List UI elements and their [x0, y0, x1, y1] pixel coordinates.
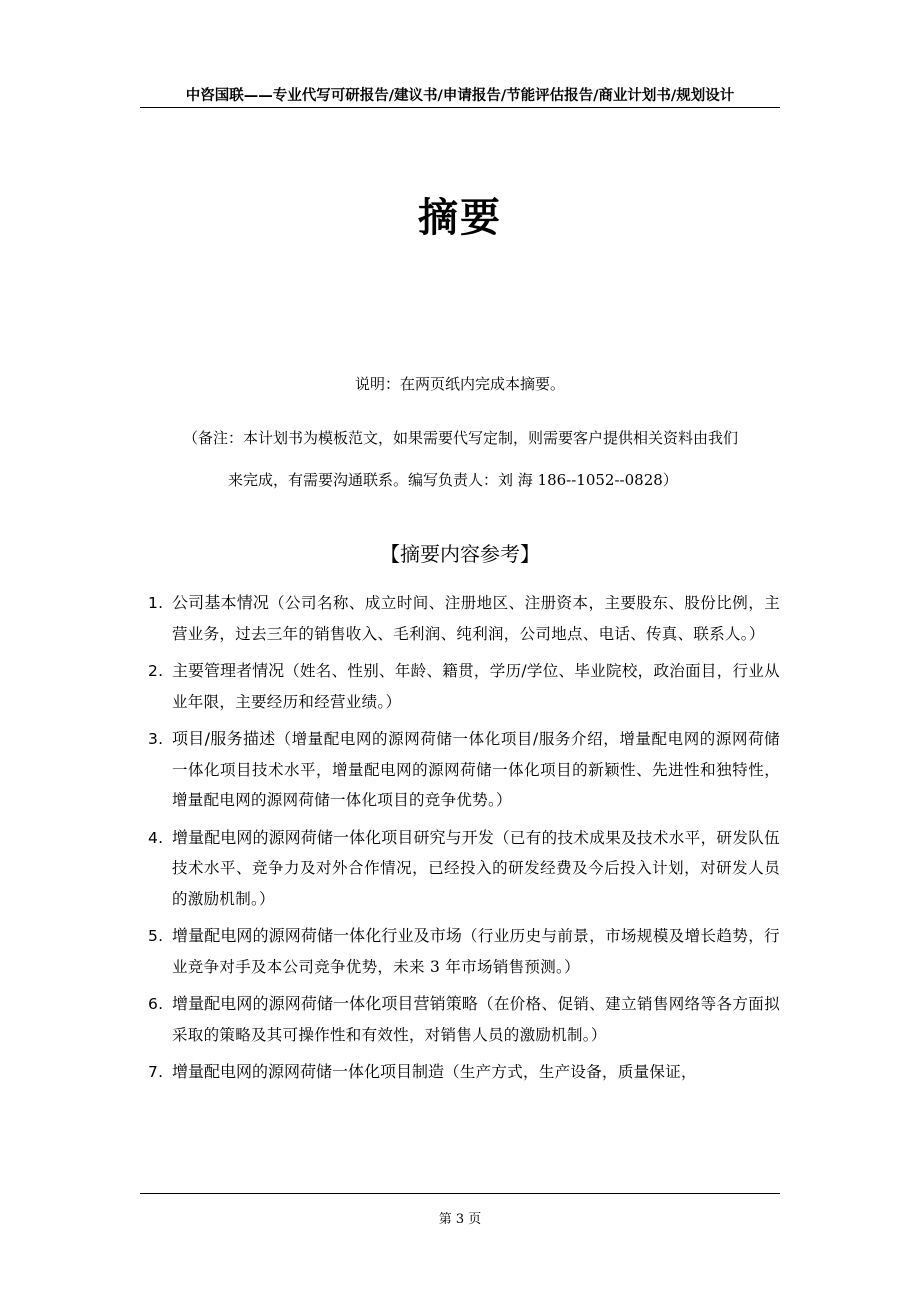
item-body: （姓名、性别、年龄、籍贯，学历/学位、毕业院校，政治面目，行业从业年限，主要经历和经营业绩。） [172, 662, 780, 711]
item-number: 3. [148, 730, 164, 748]
item-heading: 增量配电网的源网荷储一体化行业及市场 [172, 926, 462, 945]
item-body: （已有的技术成果及技术水平，研发队伍技术水平、竞争力及对外合作情况，已经投入的研发经费及今后投入计划，对研发人员的激励机制。） [172, 828, 780, 908]
section-title: 【摘要内容参考】 [380, 542, 540, 566]
note-line-2: 来完成，有需要沟通联系。编写负责人：刘 海 186--1052--0828） [228, 471, 678, 489]
item-heading: 增量配电网的源网荷储一体化项目制造 [172, 1062, 445, 1081]
item-heading: 增量配电网的源网荷储一体化项目营销策略 [172, 994, 478, 1013]
item-number: 5. [148, 927, 164, 945]
footer-divider [140, 1193, 780, 1194]
item-body: （行业历史与前景，市场规模及增长趋势，行业竞争对手及本公司竞争优势，未来 3 年市场销售预测。） [172, 927, 780, 976]
list-item [148, 1057, 780, 1088]
item-heading: 增量配电网的源网荷储一体化项目研究与开发 [172, 827, 494, 847]
note-line-1: （备注：本计划书为模板范文，如果需要代写定制，则需要客户提供相关资料由我们 [183, 429, 739, 447]
page-number: 第 3 页 [438, 1212, 482, 1227]
item-heading: 项目/服务描述 [172, 729, 276, 748]
page-header: 中咨国联——专业代写可研报告/建议书/申请报告/节能评估报告/商业计划书/规划设计 [185, 88, 735, 104]
list-item [148, 823, 780, 915]
item-number: 4. [148, 828, 164, 847]
list-item [148, 921, 780, 982]
list-item [148, 724, 780, 816]
explain-text: 说明：在两页纸内完成本摘要。 [354, 375, 565, 393]
item-heading: 主要管理者情况 [172, 661, 285, 680]
list-item [148, 588, 780, 649]
page-title: 摘要 [418, 195, 502, 241]
item-body: （生产方式，生产设备，质量保证， [444, 1063, 697, 1081]
item-number: 2. [148, 662, 164, 680]
item-body: （公司名称、成立时间、注册地区、注册资本，主要股东、股份比例，主营业务，过去三年的销售收入、毛利润、纯利润，公司地点、电话、传真、联系人。） [172, 594, 780, 643]
item-heading: 公司基本情况 [172, 593, 270, 612]
item-body: （增量配电网的源网荷储一体化项目/服务介绍，增量配电网的源网荷储一体化项目技术水平，增量配电网的源网荷储一体化项目的新颖性、先进性和独特性，增量配电网的源网荷储一体化项目的竞争优势。） [172, 730, 780, 809]
list-item [148, 989, 780, 1050]
item-number: 7. [148, 1063, 164, 1081]
summary-list [148, 588, 780, 1095]
item-number: 6. [148, 995, 164, 1013]
header-divider [140, 107, 780, 108]
item-body: （在价格、促销、建立销售网络等各方面拟采取的策略及其可操作性和有效性，对销售人员的激励机制。） [172, 995, 780, 1044]
list-item [148, 656, 780, 717]
item-number: 1. [148, 594, 164, 612]
